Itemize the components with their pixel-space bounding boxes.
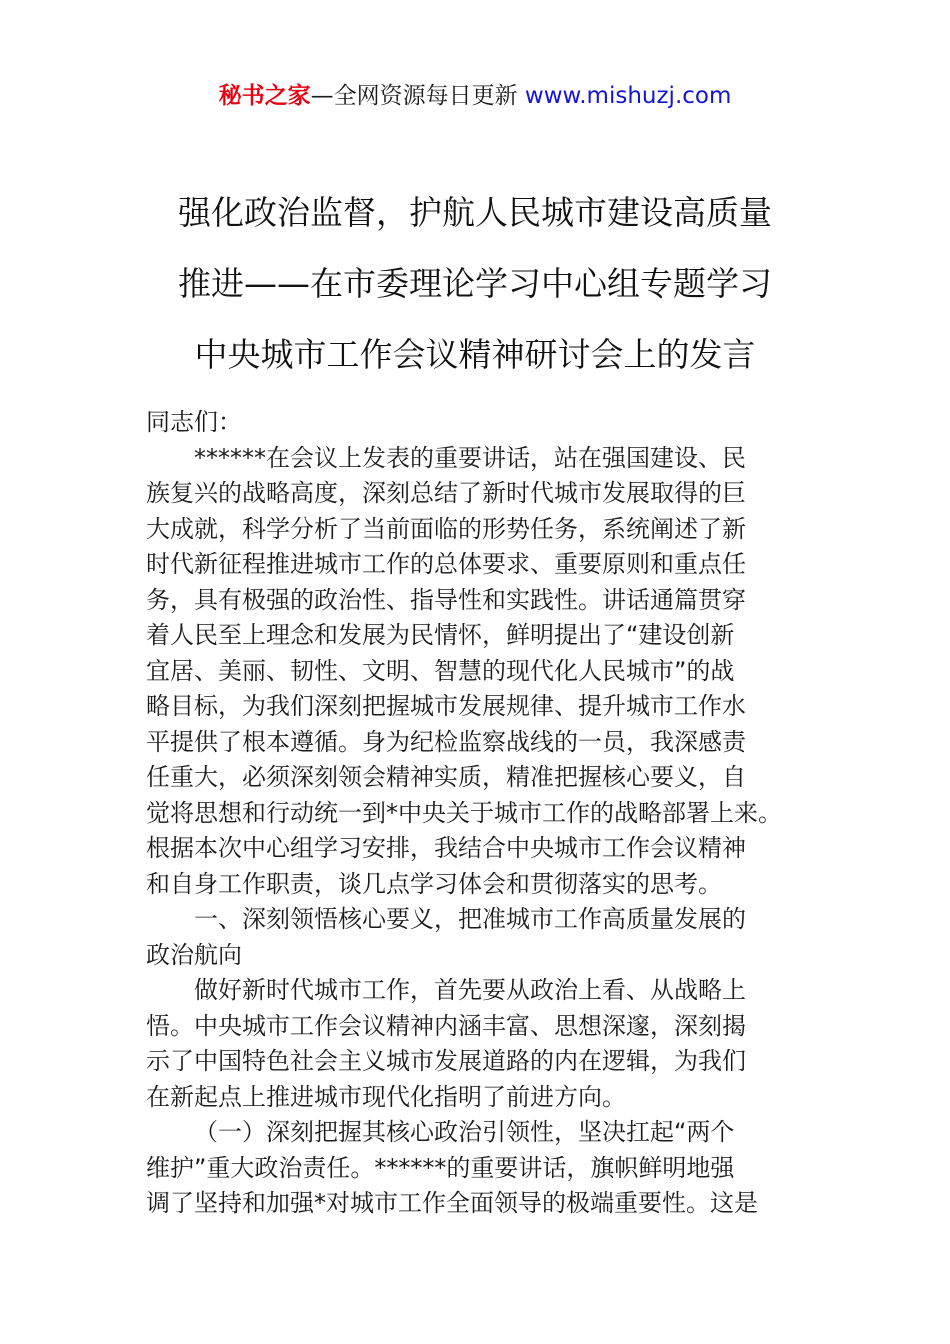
paragraph-section1: [146, 973, 812, 1115]
text-line: 觉将思想和行动统一到*中央关于城市工作的战略部署上来。: [146, 798, 782, 827]
text-line: 一、深刻领悟核心要义，把准城市工作高质量发展的: [194, 905, 746, 933]
text-line: 大成就，科学分析了当前面临的形势任务，系统阐述了新: [146, 514, 746, 543]
text-line: 调了坚持和加强*对城市工作全面领导的极端重要性。这是: [146, 1189, 758, 1217]
text-line: 族复兴的战略高度，深刻总结了新时代城市发展取得的巨: [146, 479, 746, 507]
title-line: 中央城市工作会议精神研讨会上的发言: [194, 335, 756, 374]
text-line: 政治航向: [146, 940, 242, 969]
paragraph-intro: [146, 441, 812, 903]
salutation: 同志们：: [146, 408, 242, 436]
text-line: 任重大，必须深刻领会精神实质，精准把握核心要义，自: [146, 763, 746, 791]
text-line: 时代新征程推进城市工作的总体要求、重要原则和重点任: [146, 550, 746, 578]
text-line: 做好新时代城市工作，首先要从政治上看、从战略上: [194, 976, 746, 1004]
text-line: 维护”重大政治责任。******的重要讲话，旗帜鲜明地强: [146, 1153, 735, 1182]
text-line: 示了中国特色社会主义城市发展道路的内在逻辑，为我们: [146, 1047, 746, 1075]
text-line: 略目标，为我们深刻把握城市发展规律、提升城市工作水: [146, 692, 746, 720]
text-line: 和自身工作职责，谈几点学习体会和贯彻落实的思考。: [146, 869, 722, 898]
text-line: 宜居、美丽、韧性、文明、智慧的现代化人民城市”的战: [146, 656, 735, 685]
document-body: [146, 405, 812, 1222]
text-line: 悟。中央城市工作会议精神内涵丰富、思想深邃，深刻揭: [146, 1011, 746, 1040]
text-line: 务，具有极强的政治性、指导性和实践性。讲话通篇贯穿: [146, 585, 746, 614]
text-line: （一）深刻把握其核心政治引领性，坚决扛起“两个: [194, 1118, 735, 1146]
text-line: 平提供了根本遵循。身为纪检监察战线的一员，我深感责: [146, 727, 746, 756]
section-heading-1: [146, 902, 812, 973]
text-line: 着人民至上理念和发展为民情怀，鲜明提出了“建设创新: [146, 621, 735, 649]
document-title: [140, 177, 810, 390]
site-brand: 秘书之家: [218, 83, 311, 109]
title-line: 强化政治监督，护航人民城市建设高质量: [178, 193, 772, 232]
paragraph-subsection1: [146, 1115, 812, 1222]
text-line: ******在会议上发表的重要讲话，站在强国建设、民: [194, 443, 746, 472]
text-line: 根据本次中心组学习安排，我结合中央城市工作会议精神: [146, 834, 746, 862]
title-line: 推进——在市委理论学习中心组专题学习: [178, 264, 772, 303]
text-line: 在新起点上推进城市现代化指明了前进方向。: [146, 1082, 626, 1111]
site-url-link[interactable]: www.mishuzj.com: [524, 83, 732, 109]
site-header: [0, 80, 950, 112]
site-tagline: —全网资源每日更新: [310, 83, 525, 109]
